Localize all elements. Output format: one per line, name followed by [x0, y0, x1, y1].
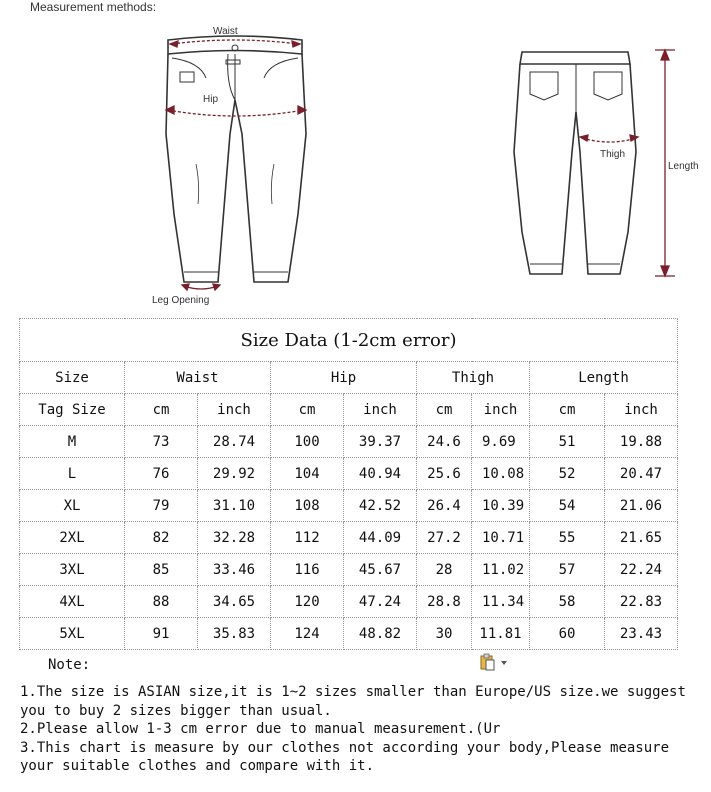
table-cell: 20.47: [605, 458, 678, 490]
back-pants-diagram: [500, 42, 710, 282]
table-cell: 73: [125, 426, 198, 458]
subheader-cell: inch: [605, 394, 678, 426]
front-left-leg: [166, 54, 235, 282]
table-row: [20, 458, 678, 490]
subheader-cell: inch: [198, 394, 271, 426]
header-size: Size: [20, 362, 125, 394]
table-cell: 54: [530, 490, 605, 522]
table-cell: 55: [530, 522, 605, 554]
table-cell: 21.06: [605, 490, 678, 522]
table-cell: 34.65: [198, 586, 271, 618]
table-cell: 76: [125, 458, 198, 490]
table-cell: 51: [530, 426, 605, 458]
table-cell: 85: [125, 554, 198, 586]
table-row: [20, 426, 678, 458]
subheader-cell: inch: [344, 394, 417, 426]
header-hip: Hip: [271, 362, 417, 394]
table-cell: 91: [125, 618, 198, 650]
table-cell: 112: [271, 522, 344, 554]
table-cell: 57: [530, 554, 605, 586]
table-cell: 33.46: [198, 554, 271, 586]
note-item: 3.This chart is measure by our clothes not according your body,Please measure your suitable clothes and compare with it.: [20, 739, 678, 774]
clipboard-paste-icon[interactable]: [479, 653, 509, 671]
table-cell: 5XL: [20, 618, 125, 650]
back-pocket-right: [594, 72, 622, 100]
back-waistband: [520, 52, 630, 64]
knee-creases: [196, 164, 274, 204]
thigh-label: Thigh: [600, 149, 626, 160]
table-cell: 44.09: [344, 522, 417, 554]
note-item: 1.The size is ASIAN size,it is 1~2 sizes smaller than Europe/US size.we suggest you to buy 2 sizes bigger than usual.: [20, 684, 695, 719]
table-title: Size Data (1-2cm error): [20, 319, 678, 362]
subheader-cell: cm: [125, 394, 198, 426]
note-item: 2.Please allow 1-3 cm error due to manual measurement.(Ur: [20, 721, 501, 737]
table-cell: M: [20, 426, 125, 458]
table-cell: 108: [271, 490, 344, 522]
header-thigh: Thigh: [417, 362, 530, 394]
table-row: [20, 554, 678, 586]
table-cell: 28.74: [198, 426, 271, 458]
table-subheader-row: [20, 394, 678, 426]
subheader-cell: cm: [417, 394, 472, 426]
table-cell: 48.82: [344, 618, 417, 650]
back-pants-svg: [500, 42, 710, 282]
table-cell: 27.2: [417, 522, 472, 554]
table-cell: 22.24: [605, 554, 678, 586]
front-fly: [228, 54, 235, 100]
table-cell: 29.92: [198, 458, 271, 490]
table-cell: 120: [271, 586, 344, 618]
table-cell: 116: [271, 554, 344, 586]
table-cell: XL: [20, 490, 125, 522]
back-pocket-left: [530, 72, 558, 100]
header-length: Length: [530, 362, 678, 394]
subheader-cell: inch: [472, 394, 530, 426]
table-cell: 24.6: [417, 426, 472, 458]
table-cell: L: [20, 458, 125, 490]
table-cell: 23.43: [605, 618, 678, 650]
front-pants-svg: [140, 14, 330, 309]
table-cell: 11.34: [472, 586, 530, 618]
thigh-arrow: [580, 135, 638, 142]
subheader-cell: cm: [271, 394, 344, 426]
table-cell: 88: [125, 586, 198, 618]
table-cell: 2XL: [20, 522, 125, 554]
header-waist: Waist: [125, 362, 271, 394]
table-cell: 26.4: [417, 490, 472, 522]
table-cell: 11.81: [472, 618, 530, 650]
table-cell: 28: [417, 554, 472, 586]
leg-opening-arrow: [182, 284, 220, 290]
measurement-methods-title: Measurement methods:: [30, 0, 157, 14]
waist-label: Waist: [213, 26, 238, 37]
front-right-leg: [235, 54, 306, 282]
leg-opening-label: Leg Opening: [152, 295, 210, 306]
table-cell: 31.10: [198, 490, 271, 522]
table-title-row: [20, 319, 678, 362]
table-row: [20, 618, 678, 650]
table-header-row: [20, 362, 678, 394]
table-cell: 10.71: [472, 522, 530, 554]
hip-label: Hip: [203, 94, 219, 105]
table-row: [20, 586, 678, 618]
table-cell: 32.28: [198, 522, 271, 554]
table-cell: 47.24: [344, 586, 417, 618]
table-cell: 39.37: [344, 426, 417, 458]
table-cell: 79: [125, 490, 198, 522]
table-cell: 22.83: [605, 586, 678, 618]
table-cell: 82: [125, 522, 198, 554]
table-cell: 35.83: [198, 618, 271, 650]
table-row: [20, 522, 678, 554]
note-label: Note:: [48, 657, 91, 673]
table-cell: 104: [271, 458, 344, 490]
table-row: [20, 490, 678, 522]
subheader-cell: cm: [530, 394, 605, 426]
table-cell: 9.69: [472, 426, 530, 458]
size-table: [19, 318, 678, 650]
notes-block: [20, 683, 710, 776]
front-pants-diagram: [140, 14, 330, 309]
waist-arrow: [170, 40, 300, 47]
back-right-leg: [576, 64, 636, 274]
table-cell: 4XL: [20, 586, 125, 618]
table-cell: 19.88: [605, 426, 678, 458]
table-cell: 30: [417, 618, 472, 650]
table-cell: 10.39: [472, 490, 530, 522]
coin-pocket: [180, 72, 194, 82]
table-cell: 40.94: [344, 458, 417, 490]
length-label: Length: [668, 161, 699, 172]
table-cell: 28.8: [417, 586, 472, 618]
table-cell: 3XL: [20, 554, 125, 586]
table-cell: 10.08: [472, 458, 530, 490]
table-cell: 21.65: [605, 522, 678, 554]
back-left-leg: [514, 64, 576, 274]
table-cell: 52: [530, 458, 605, 490]
table-cell: 60: [530, 618, 605, 650]
table-cell: 124: [271, 618, 344, 650]
table-cell: 25.6: [417, 458, 472, 490]
table-cell: 45.67: [344, 554, 417, 586]
chevron-down-icon: [501, 661, 507, 665]
table-cell: 58: [530, 586, 605, 618]
subheader-cell: Tag Size: [20, 394, 125, 426]
table-cell: 11.02: [472, 554, 530, 586]
table-cell: 42.52: [344, 490, 417, 522]
table-cell: 100: [271, 426, 344, 458]
